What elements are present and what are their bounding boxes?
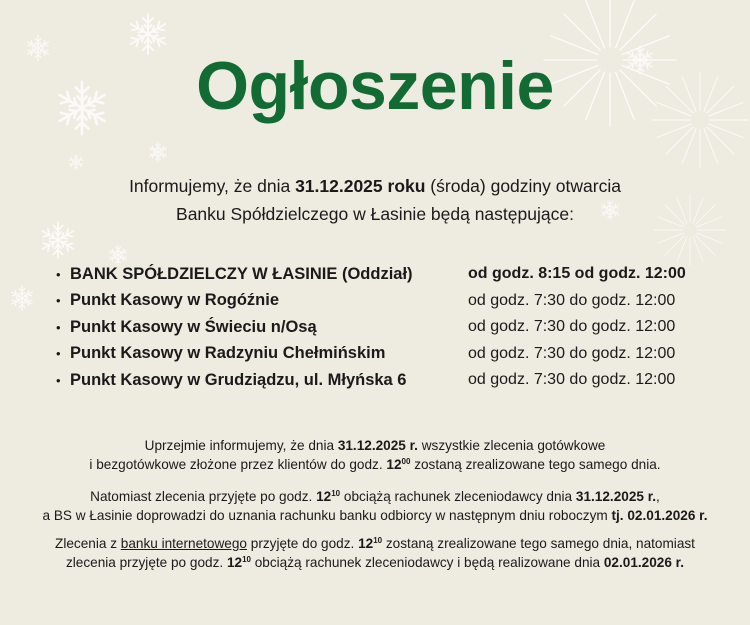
intro-text xyxy=(0,172,750,228)
notice-hour: 12 xyxy=(358,536,374,551)
notice-date: 02.01.2026 r. xyxy=(603,554,685,570)
internet-banking-link[interactable]: banku internetowego xyxy=(120,536,247,551)
list-item xyxy=(56,314,736,341)
branch-name: Punkt Kasowy w Rogóźnie xyxy=(70,291,280,310)
notice-line xyxy=(0,535,750,554)
list-item xyxy=(56,367,736,394)
notice-hour: 12 xyxy=(386,456,402,472)
branch-hours-list xyxy=(56,261,736,394)
branch-name: Punkt Kasowy w Radzyniu Chełmińskim xyxy=(70,344,386,363)
branch-hours: od godz. 7:30 do godz. 12:00 xyxy=(468,291,676,309)
notice-minutes: 10 xyxy=(331,489,341,498)
bullet: • xyxy=(56,266,61,282)
notice-text: Natomiast zlecenia przyjęte po godz. xyxy=(90,489,317,504)
notice-line xyxy=(0,488,750,507)
notice-text: , xyxy=(656,489,660,504)
branch-hours: od godz. 8:15 od godz. 12:00 xyxy=(468,265,686,283)
branch-hours: od godz. 7:30 do godz. 12:00 xyxy=(468,344,676,362)
notice-line xyxy=(0,456,750,475)
intro-line-2: Banku Spółdzielczego w Łasinie będą następujące: xyxy=(176,204,574,224)
bullet: • xyxy=(56,293,61,309)
page-title: Ogłoszenie xyxy=(196,48,554,124)
list-item xyxy=(56,288,736,315)
list-item xyxy=(56,261,736,288)
notice-minutes: 00 xyxy=(401,456,411,466)
intro-date: 31.12.2025 roku xyxy=(295,176,426,196)
notice-text: wszystkie zlecenia gotówkowe xyxy=(417,438,606,453)
notice-text: Zlecenia z xyxy=(55,536,121,551)
intro-line-1 xyxy=(0,172,750,200)
bullet: • xyxy=(56,372,61,388)
notice-text: zlecenia przyjęte po godz. xyxy=(65,554,227,570)
intro-text-b: (środa) godziny otwarcia xyxy=(425,176,621,196)
branch-hours: od godz. 7:30 do godz. 12:00 xyxy=(468,318,676,336)
notice-text: zostaną zrealizowane tego samego dnia, natomiast xyxy=(382,536,695,551)
notice-line xyxy=(0,507,750,526)
notice-date: 31.12.2025 r. xyxy=(575,489,657,504)
notice-text: obciążą rachunek zleceniodawcy i będą realizowane dnia xyxy=(250,554,604,570)
branch-name: Punkt Kasowy w Świeciu n/Osą xyxy=(70,317,317,336)
intro-text-a: Informujemy, że dnia xyxy=(129,176,296,196)
notice-text: i bezgotówkowe złożone przez klientów do godz. xyxy=(89,456,387,472)
cash-orders-notice xyxy=(0,437,750,474)
notice-minutes: 10 xyxy=(242,554,251,564)
internet-banking-notice xyxy=(0,535,750,572)
bullet: • xyxy=(56,319,61,335)
notice-line xyxy=(0,554,750,573)
branch-hours: od godz. 7:30 do godz. 12:00 xyxy=(468,371,676,389)
notice-text: obciążą rachunek zleceniodawcy dnia xyxy=(340,489,576,504)
notice-text: Uprzejmie informujemy, że dnia xyxy=(144,438,338,453)
notice-hour: 12 xyxy=(226,554,243,570)
notice-text: zostaną zrealizowane tego samego dnia. xyxy=(410,456,661,472)
late-orders-notice xyxy=(0,488,750,525)
notice-text: a BS w Łasinie doprowadzi do uznania rachunku banku odbiorcy w następnym dniu roboczym xyxy=(42,507,612,523)
notice-minutes: 10 xyxy=(373,536,383,545)
bullet: • xyxy=(56,346,61,362)
notice-line xyxy=(0,437,750,456)
notice-date: tj. 02.01.2026 r. xyxy=(611,507,708,523)
notice-hour: 12 xyxy=(316,489,332,504)
notice-date: 31.12.2025 r. xyxy=(337,438,418,453)
branch-name: Punkt Kasowy w Grudziądzu, ul. Młyńska 6 xyxy=(70,370,407,389)
branch-name: BANK SPÓŁDZIELCZY W ŁASINIE (Oddział) xyxy=(70,264,413,283)
notice-text: przyjęte do godz. xyxy=(246,536,359,551)
list-item xyxy=(56,341,736,368)
